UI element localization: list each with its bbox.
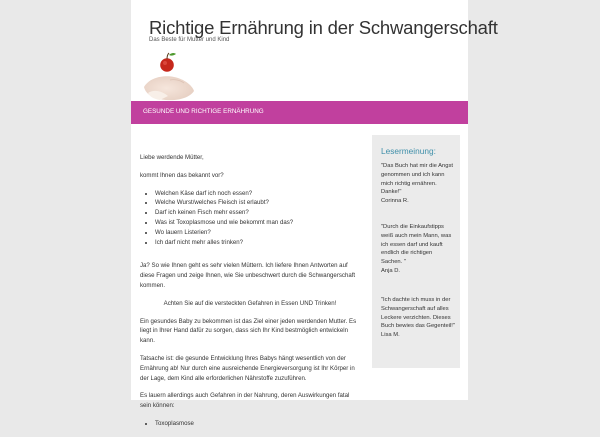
nav-item-gesunde-ernaehrung[interactable]: GESUNDE UND RICHTIGE ERNÄHRUNG [143,108,264,115]
review-author: Anja D. [381,267,401,274]
main-content [140,153,360,437]
review-quote: "Durch die Einkaufstipps weiß auch mein Mann, was ich essen darf und kauft endlich die richtigen Sachen. " [381,224,452,266]
list-item: • Toxoplasmose [155,419,360,429]
greeting: Liebe werdende Mütter, [140,154,204,161]
paragraph-intro: Ja? So wie Ihnen geht es sehr vielen Müttern. Ich liefere Ihnen Antworten auf diese Fragen und zeige Ihnen, wie Sie unbeschwert durch die Schwangerschaft kommen. [140,262,356,289]
list-item: • Ich darf nicht mehr alles trinken? [155,238,360,248]
list-item: • Darf ich keinen Fisch mehr essen? [155,208,360,218]
review-item [381,162,455,206]
main-navigation [131,101,468,124]
danger-list [140,419,360,429]
site-tagline: Das Beste für Mutter und Kind [149,37,230,43]
sidebar-title: Lesermeinung: [381,146,436,156]
review-item [381,223,455,276]
belly-apple-icon [140,49,196,101]
list-item: • Wo lauern Listerien? [155,228,360,238]
pregnant-belly-apple-logo[interactable] [140,49,196,101]
paragraph-dangers: Es lauern allerdings auch Gefahren in der Nahrung, deren Auswirkungen fatal sein können: [140,392,350,410]
paragraph-fact: Tatsache ist: die gesunde Entwicklung Ihres Babys hängt wesentlich von der Ernährung ab! Nur durch eine ausreichende Energieversorgung ist Ihr Körper in der Lage, dem Kind alle erforderlichen Nährstoffe zuzuführen. [140,354,355,382]
review-quote: "Ich dachte ich muss in der Schwangerschaft auf alles Leckere verzichten. Dieses Buch bewies das Gegenteil!" [381,297,455,330]
list-item: • Was ist Toxoplasmose und wie bekommt man das? [155,218,360,228]
list-item: • Welchen Käse darf ich noch essen? [155,189,360,199]
review-author: Corinna R. [381,198,409,205]
reader-reviews-widget [372,135,460,368]
review-item [381,296,455,340]
warning-text: Achten Sie auf die versteckten Gefahren in Essen UND Trinken! [163,299,337,307]
paragraph-goal: Ein gesundes Baby zu bekommen ist das Ziel einer jeden werdenden Mutter. Es liegt in Ihrer Hand dafür zu sorgen, dass sich Ihr Kind bestmöglich entwickeln kann. [140,317,357,345]
review-author: Lisa M. [381,332,400,339]
question-list [140,189,360,248]
site-title[interactable]: Richtige Ernährung in der Schwangerschaft [149,17,498,38]
review-quote: "Das Buch hat mir die Angst genommen und ich kann mich richtig ernähren. Danke!" [381,163,453,196]
intro-question: kommt Ihnen das bekannt vor? [140,171,224,179]
list-item: • Welche Wurst/welches Fleisch ist erlaubt? [155,198,360,208]
